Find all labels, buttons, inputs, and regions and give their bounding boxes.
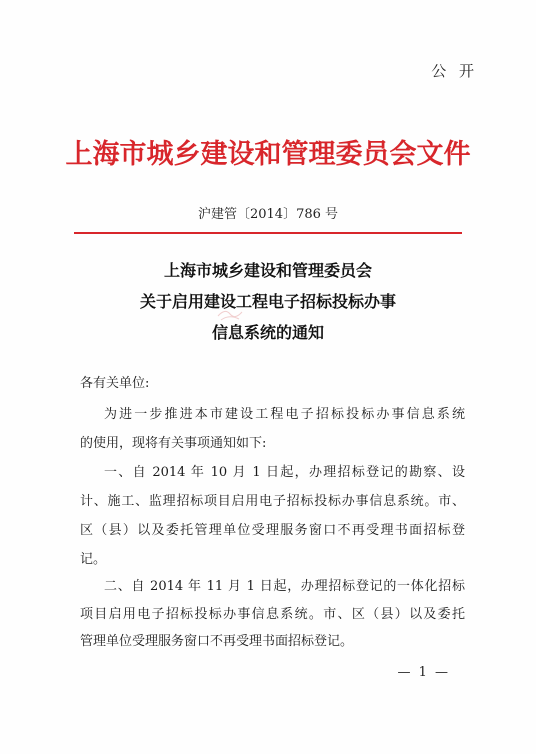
document-number: 沪建管〔2014〕786 号 [197, 207, 339, 222]
salutation: 各有关单位: [80, 376, 150, 391]
paragraph-3-line-2: 项目启用电子招标投标办事信息系统。市、区（县）以及委托 [80, 607, 465, 622]
notice-title-line-2: 关于启用建设工程电子招标投标办事 [139, 292, 396, 311]
page-number: — 1 — [397, 665, 450, 680]
classification-label: 公 开 [431, 62, 478, 80]
notice-title-line-3: 信息系统的通知 [211, 323, 324, 342]
paragraph-1-line-1: 为进一步推进本市建设工程电子招标投标办事信息系统 [104, 407, 465, 422]
paragraph-3-line-1: 二、自 2014 年 11 月 1 日起，办理招标登记的一体化招标 [104, 579, 465, 594]
paragraph-1-line-2: 的使用，现将有关事项通知如下: [80, 436, 267, 451]
paragraph-2-line-3: 区（县）以及委托管理单位受理服务窗口不再受理书面招标登 [80, 523, 465, 538]
notice-title-line-1: 上海市城乡建设和管理委员会 [163, 261, 372, 280]
faint-seal-mark [215, 304, 245, 324]
paragraph-3-line-3: 管理单位受理服务窗口不再受理书面招标登记。 [80, 634, 354, 649]
document-masthead: 上海市城乡建设和管理委员会文件 [65, 139, 471, 170]
masthead-divider [74, 232, 462, 234]
paragraph-2-line-1: 一、自 2014 年 10 月 1 日起，办理招标登记的勘察、设 [104, 465, 465, 480]
paragraph-2-line-4: 记。 [80, 552, 107, 567]
paragraph-2-line-2: 计、施工、监理招标项目启用电子招标投标办事信息系统。市、 [80, 494, 465, 509]
